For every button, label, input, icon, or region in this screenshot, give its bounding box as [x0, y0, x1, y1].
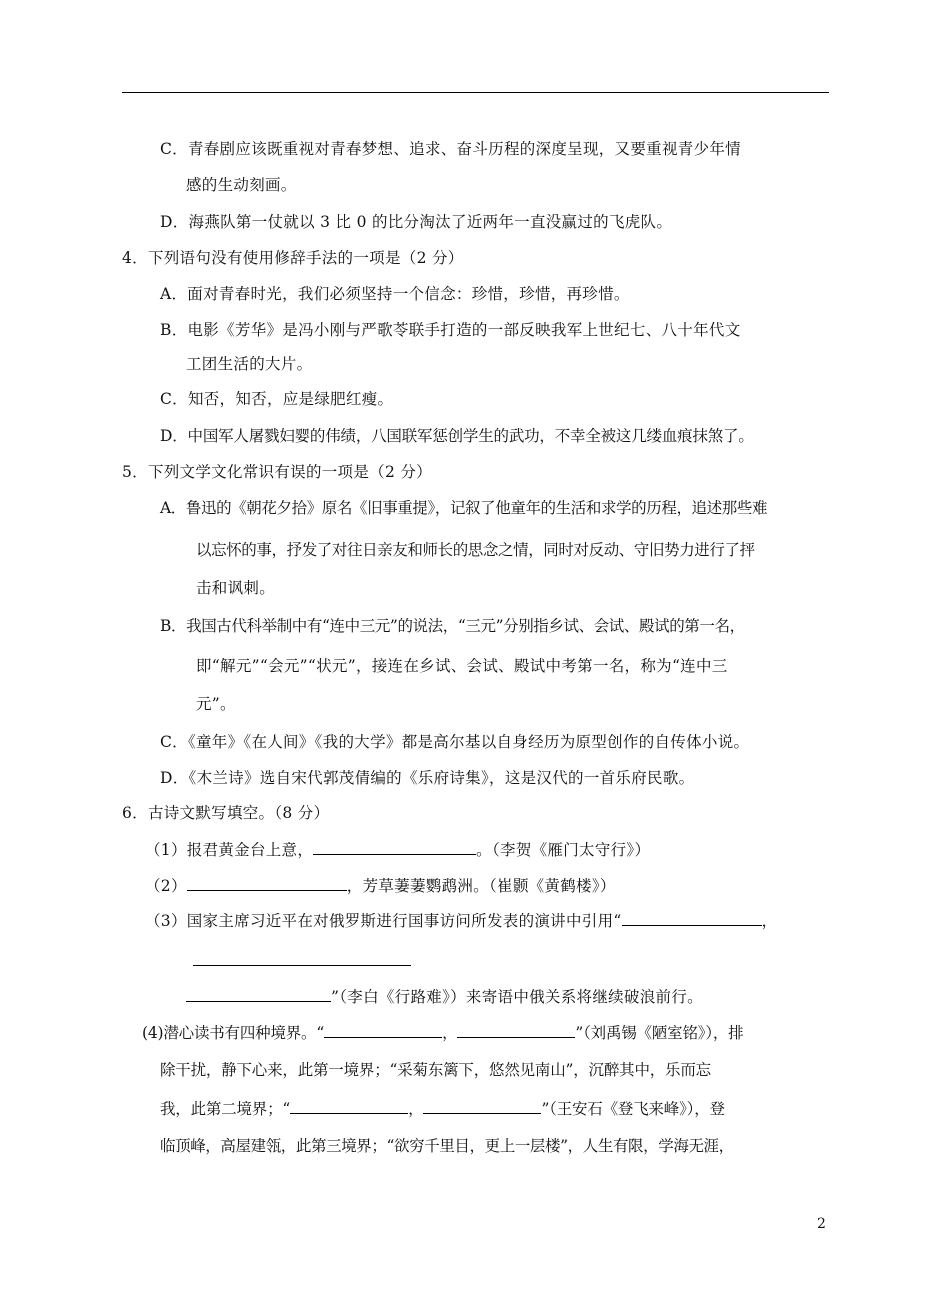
q6-item3-comma: ， — [761, 912, 778, 930]
q6-item4-comma-2: ， — [408, 1100, 424, 1118]
q5-option-d: D．《木兰诗》选自宋代郭茂倩编的《乐府诗集》，这是汉代的一首乐府民歌。 — [160, 769, 695, 787]
q6-item3-line3 — [186, 986, 703, 1007]
q6-item4-line3-prefix: 我，此第二境界；“ — [160, 1100, 291, 1118]
q6-item4-suffix-2: ”（王安石《登飞来峰》），登 — [541, 1100, 725, 1118]
q5-option-a-line3: 击和讽刺。 — [196, 579, 276, 597]
q6-item2 — [145, 875, 616, 896]
q5-option-a-line2: 以忘怀的事，抒发了对往日亲友和师长的思念之情，同时对反动、守旧势力进行了抨 — [196, 541, 755, 559]
q3-option-d: D．海燕队第一仗就以 3 比 0 的比分淘汰了近两年一直没赢过的飞虎队。 — [160, 213, 673, 231]
q6-item2-blank[interactable] — [187, 875, 347, 891]
q5-stem: 5．下列文学文化常识有误的一项是（2 分） — [122, 463, 432, 481]
q6-item4-line1 — [142, 1022, 743, 1043]
q4-option-b-line1: B．电影《芳华》是冯小刚与严歌苓联手打造的一部反映我军上世纪七、八十年代文 — [160, 321, 741, 339]
q3-option-c-line1: C．青春剧应该既重视对青春梦想、追求、奋斗历程的深度呈现，又要重视青少年情 — [160, 140, 741, 158]
q6-item3-blank-1[interactable] — [622, 910, 762, 926]
header-rule — [122, 92, 829, 93]
q6-item4-line4: 临顶峰，高屋建瓴，此第三境界；“欲穷千里目，更上一层楼”，人生有限，学海无涯， — [160, 1137, 734, 1155]
q5-option-a-line1: A．鲁迅的《朝花夕拾》原名《旧事重提》，记叙了他童年的生活和求学的历程，追述那些难 — [160, 499, 768, 517]
q5-option-b-line1: B．我国古代科举制中有“连中三元”的说法，“三元”分别指乡试、会试、殿试的第一名， — [160, 617, 745, 635]
q6-item4-comma-1: ， — [442, 1024, 458, 1042]
q6-item4-line3 — [160, 1098, 725, 1119]
q6-item2-suffix: ，芳草萋萋鹦鹉洲。（崔颢《黄鹤楼》） — [346, 877, 616, 895]
q6-item4-blank-4[interactable] — [423, 1098, 541, 1114]
q6-item4-blank-2[interactable] — [457, 1022, 575, 1038]
q6-item3-blank-3[interactable] — [186, 986, 331, 1002]
q4-stem: 4．下列语句没有使用修辞手法的一项是（2 分） — [122, 249, 464, 267]
page-number: 2 — [817, 1216, 826, 1232]
q6-item3-text: （3）国家主席习近平在对俄罗斯进行国事访问所发表的演讲中引用“ — [145, 912, 622, 930]
q4-option-d: D．中国军人屠戮妇婴的伟绩，八国联军惩创学生的武功，不幸全被这几缕血痕抹煞了。 — [160, 427, 754, 445]
q6-item1-suffix: 。（李贺《雁门太守行》） — [476, 841, 651, 859]
q6-stem: 6．古诗文默写填空。（8 分） — [122, 804, 330, 822]
q5-option-c: C．《童年》《在人间》《我的大学》都是高尔基以自身经历为原型创作的自传体小说。 — [160, 733, 750, 751]
q3-option-c-line2: 感的生动刻画。 — [186, 176, 297, 194]
q4-option-a: A．面对青春时光，我们必须坚持一个信念：珍惜，珍惜，再珍惜。 — [160, 285, 630, 303]
q6-item1 — [145, 839, 650, 860]
q6-item1-blank[interactable] — [313, 839, 476, 855]
q6-item4-prefix: (4)潜心读书有四种境界。“ — [142, 1024, 325, 1042]
q6-item3-blank-2[interactable] — [193, 950, 411, 966]
q6-item4-blank-1[interactable] — [324, 1022, 442, 1038]
q6-item4-blank-3[interactable] — [290, 1098, 408, 1114]
q5-option-b-line3: 元”。 — [196, 695, 236, 713]
q5-option-b-line2: 即“解元”“会元”“状元”，接连在乡试、会试、殿试中考第一名，称为“连中三 — [196, 657, 728, 675]
q6-item2-prefix: （2） — [145, 877, 187, 895]
q6-item1-prefix: （1）报君黄金台上意， — [145, 841, 314, 859]
q6-item3-suffix: ”（李白《行路难》）来寄语中俄关系将继续破浪前行。 — [331, 988, 703, 1006]
q6-item4-line2: 除干扰，静下心来，此第一境界；“采菊东篱下，悠然见南山”，沉醉其中，乐而忘 — [160, 1061, 711, 1079]
q4-option-c: C．知否，知否，应是绿肥红瘦。 — [160, 390, 394, 408]
q6-item4-suffix-1: ”（刘禹锡《陋室铭》），排 — [575, 1024, 744, 1042]
q4-option-b-line2: 工团生活的大片。 — [186, 355, 313, 373]
q6-item3-line1 — [145, 910, 777, 931]
